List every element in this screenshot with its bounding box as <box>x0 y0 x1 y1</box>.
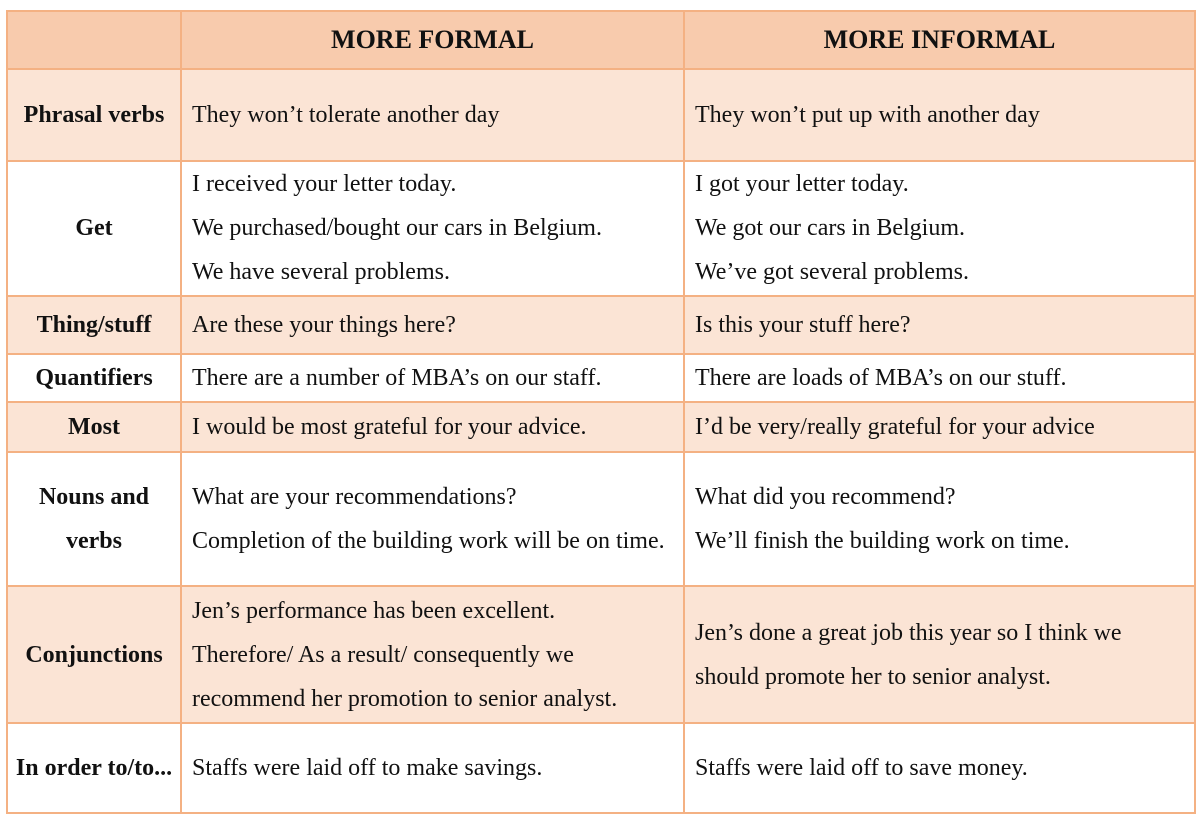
informal-line: There are loads of MBA’s on our stuff. <box>695 364 1067 391</box>
table-row <box>7 296 1195 354</box>
formal-line: I would be most grateful for your advice. <box>192 413 587 440</box>
formal-line: We have several problems. <box>192 259 450 286</box>
row-label: Quantifiers <box>7 354 181 402</box>
table-row <box>7 69 1195 161</box>
table-row <box>7 402 1195 452</box>
formal-line: Are these your things here? <box>192 311 456 338</box>
informal-cell <box>684 402 1195 452</box>
informal-cell <box>684 586 1195 722</box>
informal-line: I’d be very/really grateful for your advice <box>695 413 1095 440</box>
informal-line: Jen’s done a great job this year so I think we should promote her to senior analyst. <box>695 619 1122 690</box>
table-row <box>7 161 1195 295</box>
formal-line: Jen’s performance has been excellent. <box>192 597 556 624</box>
informal-cell <box>684 161 1195 295</box>
formal-line: Completion of the building work will be on time. <box>192 528 665 555</box>
header-row <box>7 11 1195 69</box>
formal-line: Therefore/ As a result/ consequently we recommend her promotion to senior analyst. <box>192 641 618 712</box>
header-informal: MORE INFORMAL <box>684 11 1195 69</box>
formal-cell <box>181 452 684 586</box>
informal-cell <box>684 723 1195 813</box>
formal-cell <box>181 723 684 813</box>
table-row <box>7 723 1195 813</box>
row-label: Phrasal verbs <box>7 69 181 161</box>
informal-line: What did you recommend? <box>695 484 956 511</box>
comparison-table <box>6 10 1196 814</box>
informal-line: We’ll finish the building work on time. <box>695 528 1070 555</box>
formal-cell <box>181 296 684 354</box>
formal-cell <box>181 586 684 722</box>
header-formal: MORE FORMAL <box>181 11 684 69</box>
informal-line: Staffs were laid off to save money. <box>695 754 1028 781</box>
formal-line: Staffs were laid off to make savings. <box>192 754 543 781</box>
table-row <box>7 452 1195 586</box>
formal-line: There are a number of MBA’s on our staff. <box>192 364 602 391</box>
informal-line: We’ve got several problems. <box>695 259 969 286</box>
informal-cell <box>684 69 1195 161</box>
formal-cell <box>181 354 684 402</box>
informal-line: I got your letter today. <box>695 171 909 198</box>
formal-line: They won’t tolerate another day <box>192 102 500 129</box>
table-row <box>7 586 1195 722</box>
informal-line: They won’t put up with another day <box>695 102 1040 129</box>
row-label: Thing/stuff <box>7 296 181 354</box>
informal-line: Is this your stuff here? <box>695 311 911 338</box>
row-label: Conjunctions <box>7 586 181 722</box>
formal-line: What are your recommendations? <box>192 484 517 511</box>
informal-line: We got our cars in Belgium. <box>695 215 966 242</box>
row-label: Most <box>7 402 181 452</box>
header-corner-cell <box>7 11 181 69</box>
formal-cell <box>181 69 684 161</box>
formal-cell <box>181 402 684 452</box>
informal-cell <box>684 452 1195 586</box>
row-label: In order to/to... <box>7 723 181 813</box>
table-row <box>7 354 1195 402</box>
formal-line: We purchased/bought our cars in Belgium. <box>192 215 602 242</box>
formal-cell <box>181 161 684 295</box>
row-label: Nouns and verbs <box>7 452 181 586</box>
formal-line: I received your letter today. <box>192 171 457 198</box>
row-label: Get <box>7 161 181 295</box>
informal-cell <box>684 296 1195 354</box>
informal-cell <box>684 354 1195 402</box>
